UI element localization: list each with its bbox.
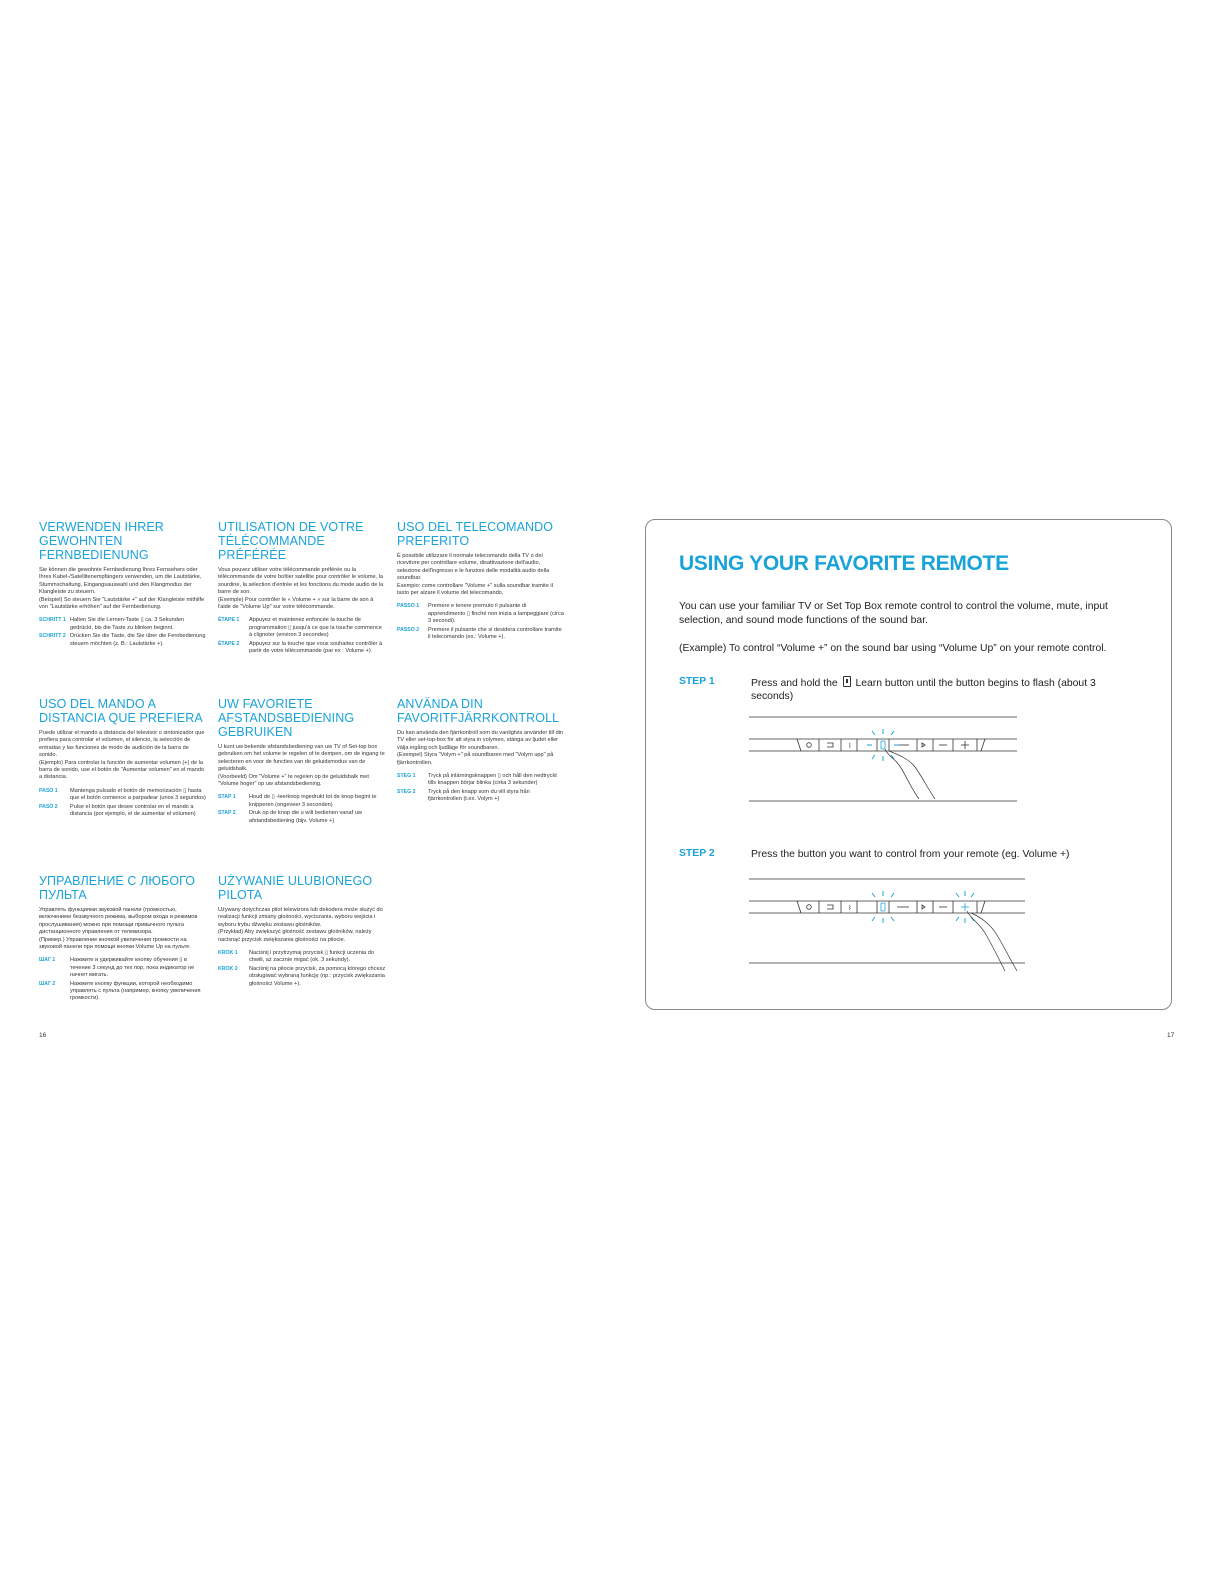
step-list — [218, 950, 386, 988]
step-text: Halten Sie die Lernen-Taste ▯ ca. 3 Sekunden gedrückt, bis die Taste zu blinken beginnt. — [70, 617, 185, 631]
step-text: Mantenga pulsado el botón de memorización ▯ hasta que el botón comience a parpadear (unos 3 segundos) — [70, 787, 206, 802]
step-text: Drücken Sie die Taste, die Sie über die Fernbedienung steuern möchten (z. B.: Lautstärke +). — [70, 633, 206, 647]
step-text: Нажмите и удерживайте кнопку обучения ▯ в течение 3 секунд до тех пор, пока индикатор не начнет мигать. — [70, 957, 195, 979]
section-title: USO DEL MANDO A DISTANCIA QUE PREFIERA — [39, 697, 203, 725]
step-text: Naciśnij i przytrzymaj przycisk ▯ funkcji uczenia do chwili, aż zacznie migać (ok. 3 sekundy). — [249, 950, 374, 964]
step-text: Appuyez et maintenez enfoncée la touche de programmation ▯ jusqu'à ce que la touche commence à clignoter (environ 3 secondes) — [249, 617, 382, 639]
section-title: VERWENDEN IHRER GEWOHNTEN FERNBEDIENUNG — [39, 520, 164, 562]
step-label: STAP 1 — [218, 794, 236, 801]
step-list — [39, 788, 207, 819]
flash-rays — [872, 891, 974, 923]
section-body: Używany dotychczas pilot telewizora lub dekodera może służyć do realizacji funkcji zmiany głośności, wyciszania, wyboru wejścia i wyboru trybu dźwięku zestawu głośników. (Przykład) Aby zwiększyć głośność zestawu głośników, należy nacisnąć przycisk zwiększania głośności na pilocie. — [218, 907, 383, 943]
step-list — [218, 617, 386, 655]
svg-text:ᛒ: ᛒ — [848, 742, 852, 750]
page-number-right: 17 — [1167, 1032, 1175, 1039]
section-nl — [218, 697, 386, 825]
section-title: UŻYWANIE ULUBIONEGO PILOTA — [218, 874, 373, 902]
section-title: ANVÄNDA DIN FAVORITFJÄRRKONTROLL — [397, 697, 560, 725]
section-body: Puede utilizar el mando a distancia del televisor o sintonizador que prefiera para controlar el volumen, el silencio, la selección de entradas y las funciones de modo de audición de la barra de sonido. (Ejemplo) Para controlar la función de aumentar volumen (+) de la barra de sonido, use el botón de "Aumentar volumen" en el mando a distancia. — [39, 730, 205, 781]
section-title: UW FAVORIETE AFSTANDSBEDIENING GEBRUIKEN — [218, 697, 355, 739]
step-text: Pulse el botón que desee controlar en el mando a distancia (por ejemplo, el de aumentar el volumen) — [70, 803, 196, 818]
section-pl — [218, 874, 386, 988]
example-text: (Example) To control “Volume +” on the sound bar using “Volume Up” on your remote control. — [679, 643, 1107, 654]
step-text: Premere e tenere premuto il pulsante di apprendimento ▯ finché non inizia a lampeggiare (circa 3 secondi). — [428, 603, 564, 625]
intro-text: You can use your familiar TV or Set Top Box remote control to control the volume, mute, input selection, and sound mode functions of the sound bar. — [679, 601, 1108, 626]
step-label: STAP 2 — [218, 810, 236, 817]
step-text: Tryck på den knapp som du vill styra från fjärrkontrollen (t.ex. Volym +) — [428, 788, 530, 803]
step-list — [397, 773, 565, 804]
step-2-illustration — [749, 875, 1029, 975]
section-fr — [218, 520, 386, 655]
step-list — [218, 794, 386, 825]
english-instructions-card — [645, 519, 1172, 1010]
step-2-text: Press the button you want to control from your remote (eg. Volume +) — [751, 849, 1070, 860]
section-ru — [39, 874, 207, 1003]
step-label: STEG 2 — [397, 788, 416, 795]
step-label: ÉTAPE 2 — [218, 640, 240, 647]
step-label: ÉTAPE 1 — [218, 617, 240, 624]
svg-text:ᛒ: ᛒ — [848, 904, 852, 912]
page-number-left: 16 — [39, 1032, 47, 1039]
section-de — [39, 520, 207, 648]
step-label: STEG 1 — [397, 773, 416, 780]
step-label: PASSO 2 — [397, 626, 420, 633]
section-body: U kunt uw bekende afstandsbediening van uw TV of Set-top box gebruiken om het volume te regelen of te dempen, om de ingang te selecteren en voor de functies van de geluidsmodus van de geluidsbalk. (Voorbeeld) Om "Volume +" te regelen op de geluidsbalk met "Volume hoger" op uw afstandsbediening. — [218, 744, 385, 788]
step-1-label: STEP 1 — [679, 676, 715, 687]
step-text: Houd de ▯ -leerknop ingedrukt tot de knop begint te knipperen (ongeveer 3 seconden) — [249, 794, 377, 808]
step-label: ШАГ 1 — [39, 957, 56, 964]
page-title: USING YOUR FAVORITE REMOTE — [679, 552, 1009, 575]
section-body: Sie können die gewohnte Fernbedienung Ihres Fernsehers oder Ihres Kabel-/Satellitenempfängers verwenden, um die Lautstärke, Stummschaltung, Eingangsauswahl und den Klangmodus der Klangleiste zu steuern. (Beispiel) So steuern Sie "Lautstärke +" auf der Klangleiste mithilfe von "Lautstärke erhöhen" auf der Fernbedienung. — [39, 567, 205, 611]
step-text: Druk op de knop die u wilt bedienen vanaf uw afstandsbediening (bijv. Volume +) — [249, 810, 362, 824]
step-text: Tryck på inlärningsknappen ▯ och håll den nedtryckt tills knappen börjar blinka (cirka 3 sekunder) — [428, 773, 557, 787]
section-body: È possibile utilizzare il normale telecomando della TV o del ricevitore per controllare volume, disattivazione dell'audio, selezione dell'ingresso e le funzioni delle modalità audio della soundbar. Esempio: come controllare "Volume +" sulla soundbar tramite il tasto per alzare il volume del telecomando. — [397, 553, 553, 597]
learn-icon — [843, 676, 851, 687]
step-label: KROK 1 — [218, 950, 238, 957]
step-1-text: Press and hold the Learn button until the button begins to flash (about 3 seconds) — [751, 678, 1096, 702]
step-label: PASO 2 — [39, 803, 58, 810]
step-label: SCHRITT 1 — [39, 617, 66, 624]
step-label: KROK 2 — [218, 965, 238, 972]
step-text: Нажмите кнопку функции, которой необходимо управлять с пульта (например, кнопку увеличения громкости). — [70, 980, 201, 1002]
step-text: Appuyez sur la touche que vous souhaitez contrôler à partir de votre télécommande (par ex : Volume +) — [249, 640, 383, 655]
step-1-illustration — [749, 715, 1029, 807]
section-body: Управлять функциями звуковой панели (громкостью, включением беззвучного режима, выбором входа и режимов прослушивания) можно при помощи привычного пульта дистанционного управления от телевизора. (Пример.) Управление кнопкой увеличения громкости на звуковой панели при помощи кнопки Volume Up на пульте. — [39, 907, 198, 951]
section-title: UTILISATION DE VOTRE TÉLÉCOMMANDE PRÉFÉRÉE — [218, 520, 364, 562]
step-label: ШАГ 2 — [39, 980, 56, 987]
step-text: Premere il pulsante che si desidera controllare tramite il telecomando (es.: Volume +). — [428, 626, 562, 641]
section-body: Vous pouvez utiliser votre télécommande préférée ou la télécommande de votre boîtier satellite pour contrôler le volume, la sourdine, la sélection d'entrée et les fonctions du mode audio de la barre de son. (Exemple) Pour contrôler le « Volume + » sur la barre de son à l'aide de "Volume Up" sur votre télécommande. — [218, 567, 384, 611]
step-label: SCHRITT 2 — [39, 633, 66, 640]
step-label: PASSO 1 — [397, 603, 420, 610]
section-it — [397, 520, 565, 641]
step-label: PASO 1 — [39, 787, 58, 794]
step-list — [397, 603, 565, 641]
section-body: Du kan använda den fjärrkontroll som du vanligtvis använder till din TV eller set-top-box för att styra in volymen, stänga av ljudet eller välja ingång och ljudläge för soundbaren. (Exempel) Styra "Volym +" på soundbaren med "Volym upp" på fjärrkontrollen. — [397, 730, 564, 766]
step-2-label: STEP 2 — [679, 848, 715, 859]
flash-rays — [867, 729, 899, 761]
section-title: УПРАВЛЕНИЕ С ЛЮБОГО ПУЛЬТА — [39, 874, 196, 902]
step-text: Naciśnij na pilocie przycisk, za pomocą którego chcesz obsługiwać wybraną funkcję (np.: przycisk zwiększania głośności Volume +). — [249, 965, 386, 987]
step-list — [39, 957, 207, 1002]
section-title: USO DEL TELECOMANDO PREFERITO — [397, 520, 554, 548]
step-list — [39, 617, 207, 648]
section-es — [39, 697, 207, 818]
section-sv — [397, 697, 565, 804]
